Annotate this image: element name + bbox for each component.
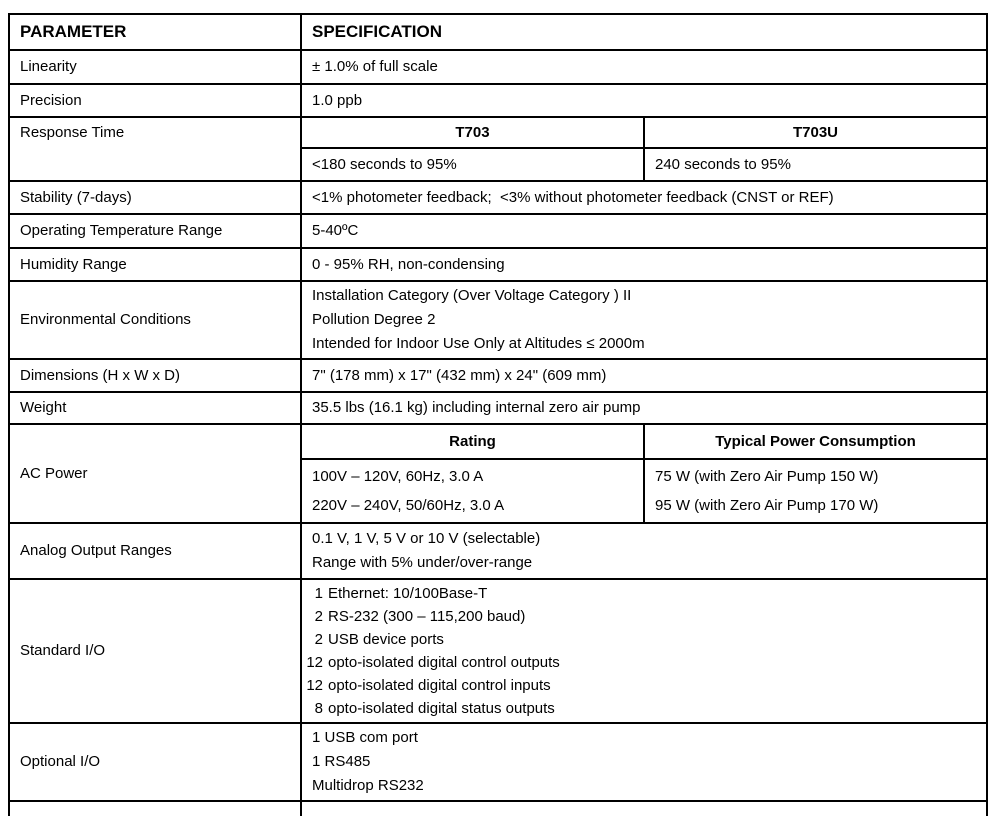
io-count: 12 <box>306 654 323 671</box>
spec-environmental <box>301 281 987 359</box>
row-precision <box>9 84 987 117</box>
ac-consumption-line-1: 75 W (with Zero Air Pump 150 W) <box>655 468 879 485</box>
spec-response-time-t703: <180 seconds to 95% <box>301 148 644 181</box>
spec-operating-temperature: 5-40ºC <box>301 214 987 248</box>
specification-table <box>8 13 988 816</box>
row-cutoff-sliver <box>9 801 987 816</box>
ac-rating-line-2: 220V – 240V, 50/60Hz, 3.0 A <box>312 497 505 514</box>
io-desc: USB device ports <box>328 631 444 648</box>
param-analog-output: Analog Output Ranges <box>9 523 301 579</box>
io-count: 2 <box>314 608 323 625</box>
analog-line-2: Range with 5% under/over-range <box>312 554 533 571</box>
param-cutoff-cell <box>9 801 301 816</box>
row-analog-output <box>9 523 987 579</box>
row-optional-io <box>9 723 987 801</box>
param-ac-power: AC Power <box>9 424 301 523</box>
ac-rating-line-1: 100V – 120V, 60Hz, 3.0 A <box>312 468 484 485</box>
standard-io-item <box>306 697 976 720</box>
spec-weight: 35.5 lbs (16.1 kg) including internal zero air pump <box>301 392 987 424</box>
param-environmental: Environmental Conditions <box>9 281 301 359</box>
standard-io-item <box>306 582 976 605</box>
optional-io-line-1: 1 USB com port <box>312 729 418 746</box>
io-desc: opto-isolated digital control outputs <box>328 654 560 671</box>
standard-io-item <box>306 605 976 628</box>
param-precision: Precision <box>9 84 301 117</box>
param-standard-io: Standard I/O <box>9 579 301 723</box>
optional-io-line-3: Multidrop RS232 <box>312 777 424 794</box>
row-standard-io <box>9 579 987 723</box>
io-count: 8 <box>314 700 323 717</box>
param-optional-io: Optional I/O <box>9 723 301 801</box>
spec-response-time-t703u: 240 seconds to 95% <box>644 148 987 181</box>
table-header-row <box>9 14 987 50</box>
param-dimensions: Dimensions (H x W x D) <box>9 359 301 392</box>
param-humidity: Humidity Range <box>9 248 301 281</box>
io-desc: opto-isolated digital status outputs <box>328 700 555 717</box>
io-count: 2 <box>314 631 323 648</box>
model-header-t703: T703 <box>301 117 644 148</box>
row-humidity <box>9 248 987 281</box>
io-count: 1 <box>314 585 323 602</box>
header-parameter: PARAMETER <box>9 14 301 50</box>
spec-humidity: 0 - 95% RH, non-condensing <box>301 248 987 281</box>
row-operating-temperature <box>9 214 987 248</box>
standard-io-item <box>306 674 976 697</box>
row-dimensions <box>9 359 987 392</box>
row-weight <box>9 392 987 424</box>
environmental-line-3: Intended for Indoor Use Only at Altitudes ≤ 2000m <box>312 335 645 352</box>
spec-dimensions: 7" (178 mm) x 17" (432 mm) x 24" (609 mm) <box>301 359 987 392</box>
io-desc: RS-232 (300 – 115,200 baud) <box>328 608 526 625</box>
spec-cutoff-cell <box>301 801 987 816</box>
row-ac-power-headers <box>9 424 987 459</box>
standard-io-item <box>306 628 976 651</box>
header-specification: SPECIFICATION <box>301 14 987 50</box>
spec-stability: <1% photometer feedback; <3% without photometer feedback (CNST or REF) <box>301 181 987 214</box>
ac-rating-header: Rating <box>301 424 644 459</box>
ac-consumption-line-2: 95 W (with Zero Air Pump 170 W) <box>655 497 879 514</box>
row-linearity <box>9 50 987 84</box>
spec-analog-output <box>301 523 987 579</box>
spec-standard-io <box>301 579 987 723</box>
environmental-line-1: Installation Category (Over Voltage Category ) II <box>312 287 632 304</box>
io-count: 12 <box>306 677 323 694</box>
environmental-line-2: Pollution Degree 2 <box>312 311 436 328</box>
param-response-time: Response Time <box>9 117 301 181</box>
param-operating-temperature: Operating Temperature Range <box>9 214 301 248</box>
param-stability: Stability (7-days) <box>9 181 301 214</box>
ac-consumption-header: Typical Power Consumption <box>644 424 987 459</box>
spec-precision: 1.0 ppb <box>301 84 987 117</box>
param-linearity: Linearity <box>9 50 301 84</box>
spec-optional-io <box>301 723 987 801</box>
model-header-t703u: T703U <box>644 117 987 148</box>
row-response-time-models <box>9 117 987 148</box>
standard-io-item <box>306 651 976 674</box>
param-weight: Weight <box>9 392 301 424</box>
spec-ac-consumption <box>644 459 987 523</box>
optional-io-line-2: 1 RS485 <box>312 753 371 770</box>
row-stability <box>9 181 987 214</box>
io-desc: opto-isolated digital control inputs <box>328 677 551 694</box>
row-environmental <box>9 281 987 359</box>
spec-linearity: ± 1.0% of full scale <box>301 50 987 84</box>
spec-ac-rating <box>301 459 644 523</box>
io-desc: Ethernet: 10/100Base-T <box>328 585 488 602</box>
analog-line-1: 0.1 V, 1 V, 5 V or 10 V (selectable) <box>312 530 541 547</box>
